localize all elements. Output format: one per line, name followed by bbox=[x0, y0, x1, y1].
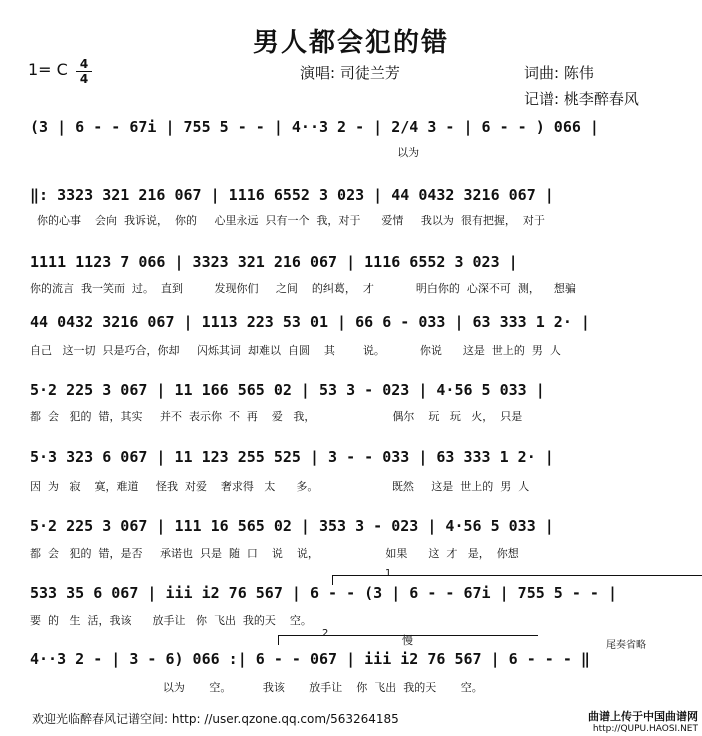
meter-bottom: 4 bbox=[79, 72, 89, 86]
transcriber-credit: 记谱: 桃李醉春风 bbox=[524, 90, 639, 108]
score-row-9-notes: 4··3 2 - | 3 - 6) 066 :| 6 - - 067 | iii i2 76 567 | 6 - - - ‖ bbox=[30, 650, 590, 668]
volta-1-label: 1 bbox=[385, 568, 392, 579]
volta-2-bracket bbox=[278, 635, 538, 636]
volta-1-bracket bbox=[332, 575, 702, 576]
score-row-2-notes: ‖: 3323 321 216 067 | 1116 6552 3 023 | 44 0432 3216 067 | bbox=[30, 186, 554, 204]
score-row-5-lyrics: 都 会 犯的 错，其实 并不 表示你 不 再 爱 我， 偶尔 玩 玩 火， 只是 bbox=[30, 410, 523, 423]
score-row-9-lyrics: 以为 空。 我该 放手让 你 飞出 我的天 空。 bbox=[30, 681, 483, 694]
score-row-7-lyrics: 都 会 犯的 错，是否 承诺也 只是 随 口 说 说， 如果 这 才 是， 你想 bbox=[30, 547, 519, 560]
footer-credit: 欢迎光临醉春风记谱空间: http: //user.qzone.qq.com/563264185 bbox=[32, 712, 399, 726]
time-signature bbox=[76, 58, 92, 85]
score-row-5-notes: 5·2 225 3 067 | 11 166 565 02 | 53 3 - 023 | 4·56 5 033 | bbox=[30, 381, 545, 399]
score-row-4-notes: 44 0432 3216 067 | 1113 223 53 01 | 66 6 - 033 | 63 333 1 2· | bbox=[30, 313, 590, 331]
score-row-4-lyrics: 自己 这一切 只是巧合，你却 闪烁其词 却难以 自圆 其 说。 你说 这是 世上的 男 人 bbox=[30, 344, 561, 357]
score-row-7-notes: 5·2 225 3 067 | 111 16 565 02 | 353 3 - 023 | 4·56 5 033 | bbox=[30, 517, 554, 535]
tempo-slow-mark: 慢 bbox=[402, 634, 413, 647]
score-row-2-lyrics: 你的心事 会向 我诉说， 你的 心里永远 只有一个 我，对于 爱情 我以为 很有把握， 对于 bbox=[30, 214, 545, 227]
score-row-8-notes: 533 35 6 067 | iii i2 76 567 | 6 - - (3 | 6 - - 67i | 755 5 - - | bbox=[30, 584, 617, 602]
song-title: 男人都会犯的错 bbox=[252, 28, 449, 58]
coda-note: 尾奏省略 bbox=[606, 640, 646, 651]
score-row-3-lyrics: 你的流言 我一笑而 过。 直到 发现你们 之间 的纠葛， 才 明白你的 心深不可 测， 想骗 bbox=[30, 282, 576, 295]
score-row-1-notes: (3 | 6 - - 67i | 755 5 - - | 4··3 2 - | 2/4 3 - | 6 - - ) 066 | bbox=[30, 118, 599, 136]
composer-credit: 词曲: 陈伟 bbox=[524, 64, 594, 82]
performer-credit: 演唱: 司徒兰芳 bbox=[300, 64, 400, 82]
volta-2-bracket-left bbox=[278, 635, 279, 645]
score-row-6-lyrics: 因 为 寂 寞，难道 怪我 对爱 奢求得 太 多。 既然 这是 世上的 男 人 bbox=[30, 480, 530, 493]
footer-site-name: 曲谱上传于中国曲谱网 bbox=[588, 710, 698, 723]
key-signature: 1= C bbox=[28, 60, 68, 79]
score-row-3-notes: 1111 1123 7 066 | 3323 321 216 067 | 1116 6552 3 023 | bbox=[30, 253, 518, 271]
footer-site-url: http://QUPU.HAOSI.NET bbox=[592, 724, 698, 734]
score-row-1-lyrics: 以为 bbox=[30, 146, 420, 159]
score-row-8-lyrics: 要 的 生 活，我该 放手让 你 飞出 我的天 空。 bbox=[30, 614, 312, 627]
score-row-6-notes: 5·3 323 6 067 | 11 123 255 525 | 3 - - 033 | 63 333 1 2· | bbox=[30, 448, 554, 466]
footer-watermark bbox=[588, 710, 698, 736]
volta-2-label: 2 bbox=[322, 628, 329, 639]
meter-top: 4 bbox=[79, 57, 89, 71]
